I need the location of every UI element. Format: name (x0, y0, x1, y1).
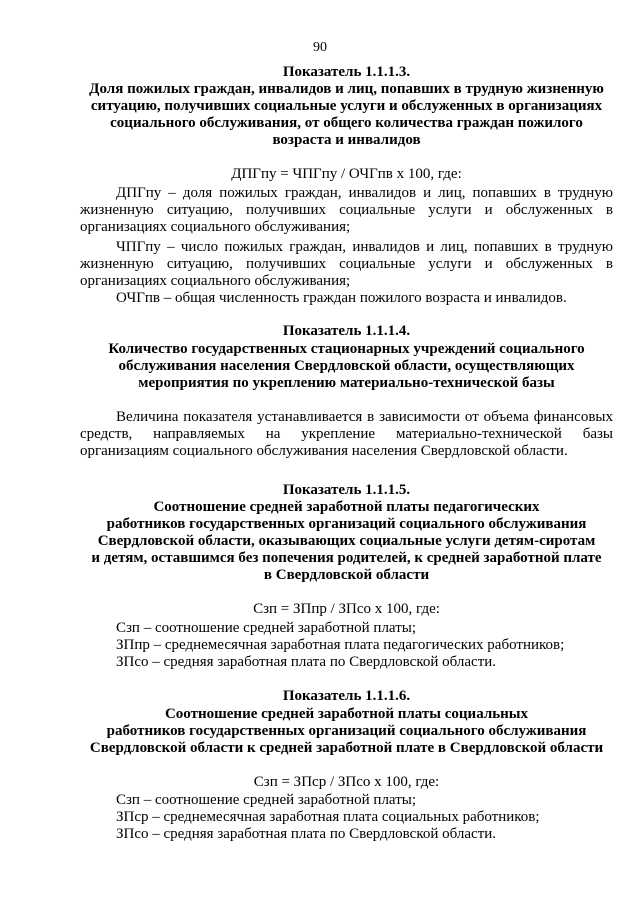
definition: ДПГпу – доля пожилых граждан, инвалидов и лиц, попавших в трудную жизненную ситуацию, получивших социальные услуги и обслуженных в организациях социального обслуживания; (80, 185, 613, 235)
definitions-list (80, 620, 613, 671)
page-number: 90 (313, 40, 327, 55)
formula: Сзп = ЗПпр / ЗПсо х 100, где: (253, 601, 440, 617)
definition: Сзп – соотношение средней заработной платы; (116, 620, 416, 636)
heading-line: и детям, оставшимся без попечения родителей, к средней заработной плате (91, 550, 602, 566)
definition: ЗПср – среднемесячная заработная плата социальных работников; (116, 809, 540, 825)
heading-line: Свердловской области к средней заработной плате в Свердловской области (89, 740, 604, 756)
definition: Сзп – соотношение средней заработной платы; (116, 792, 416, 808)
definitions-list (80, 792, 613, 843)
heading-line: Свердловской области, оказывающих социальные услуги детям-сиротам (97, 533, 596, 549)
heading-line: работников государственных организаций социального обслуживания (106, 516, 587, 532)
heading-line: мероприятия по укреплению материально-технической базы (138, 375, 555, 391)
definition: ОЧГпв – общая численность граждан пожилого возраста и инвалидов. (116, 290, 567, 306)
heading-line: Доля пожилых граждан, инвалидов и лиц, попавших в трудную жизненную (89, 81, 604, 97)
heading-line: в Свердловской области (263, 567, 430, 583)
heading-line: Соотношение средней заработной платы педагогических (153, 499, 540, 515)
paragraph: Величина показателя устанавливается в зависимости от объема финансовых средств, направляемых на укрепление материально-технической базы организациям социального обслуживания населения Свердловской области. (80, 409, 613, 459)
definition: ЗПпр – среднемесячная заработная плата педагогических работников; (116, 637, 565, 653)
indicator-1-1-1-6-heading (70, 706, 623, 757)
heading-line: Количество государственных стационарных учреждений социального (108, 341, 585, 357)
heading-line: Соотношение средней заработной платы социальных (164, 706, 529, 722)
indicator-1-1-1-4-heading (80, 341, 613, 392)
indicator-1-1-1-3-title: Показатель 1.1.1.3. (282, 64, 411, 80)
formula: ДПГпу = ЧПГпу / ОЧГпв х 100, где: (231, 166, 462, 182)
formula: Сзп = ЗПср / ЗПсо х 100, где: (253, 774, 440, 790)
heading-line: ситуацию, получивших социальные услуги и обслуженных в организациях (90, 98, 603, 114)
indicator-1-1-1-4-title: Показатель 1.1.1.4. (282, 323, 411, 339)
indicator-1-1-1-5-heading (70, 499, 623, 584)
heading-line: работников государственных организаций социального обслуживания (106, 723, 587, 739)
indicator-1-1-1-6-title: Показатель 1.1.1.6. (282, 688, 411, 704)
definition: ЗПсо – средняя заработная плата по Свердловской области. (116, 654, 497, 670)
definition: ЗПсо – средняя заработная плата по Свердловской области. (116, 826, 497, 842)
heading-line: социального обслуживания, от общего количества граждан пожилого (110, 115, 583, 131)
heading-line: обслуживания населения Свердловской области, осуществляющих (118, 358, 575, 374)
heading-line: возраста и инвалидов (272, 132, 421, 148)
indicator-1-1-1-3-heading (70, 81, 623, 149)
indicator-1-1-1-5-title: Показатель 1.1.1.5. (282, 482, 411, 498)
definition: ЧПГпу – число пожилых граждан, инвалидов и лиц, попавших в трудную жизненную ситуацию, получивших социальные услуги и обслуженных в организациях социального обслуживания; (80, 239, 613, 289)
